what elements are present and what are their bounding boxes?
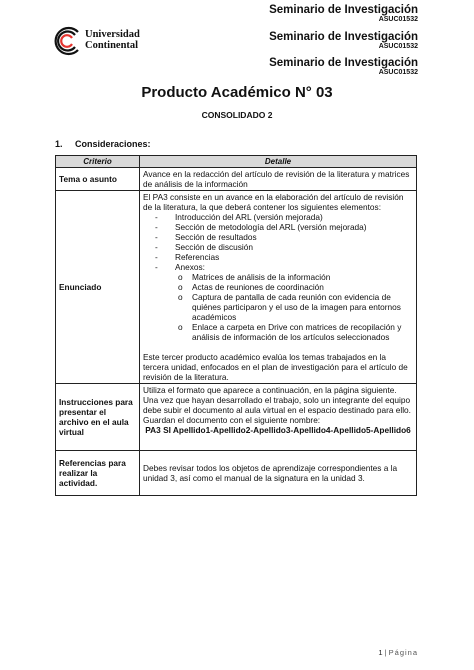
page-number: 1	[378, 648, 383, 657]
instruction-paragraph: Utiliza el formato que aparece a continuación, en la página siguiente.	[143, 385, 397, 395]
table-row-enunciado	[56, 191, 417, 384]
course-title: Seminario de Investigación	[269, 4, 418, 16]
table-row-instrucciones	[56, 384, 417, 451]
enunciado-intro: El PA3 consiste en un avance en la elaboración del artículo de revisión de la literatura, la que deberá contener los siguientes elementos:	[143, 192, 404, 212]
page-label: Página	[388, 648, 418, 657]
document-subtitle: CONSOLIDADO 2	[201, 110, 273, 120]
section-heading	[55, 139, 151, 149]
list-item: - Anexos:	[155, 262, 205, 272]
detalle-cell	[140, 191, 417, 384]
list-item: - Referencias	[155, 252, 220, 262]
continental-c-icon	[52, 26, 82, 56]
column-header-detalle: Detalle	[140, 156, 417, 168]
table-header-row	[56, 156, 417, 168]
list-item: - Sección de metodología del ARL (versión mejorada)	[155, 222, 367, 232]
course-code: ASUC01532	[378, 16, 418, 23]
sub-list-item: o Captura de pantalla de cada reunión con evidencia de quiénes participaron y el uso de la imagen para entornos académicos	[178, 292, 401, 322]
criterio-cell: Instrucciones para presentar el archivo en el aula virtual	[56, 384, 140, 451]
university-logo	[52, 26, 162, 56]
page-footer	[378, 648, 418, 657]
course-title: Seminario de Investigación	[269, 31, 418, 43]
header-course-3	[269, 57, 418, 77]
sub-list-item: o Matrices de análisis de la información	[178, 272, 331, 282]
criterio-cell: Referencias para realizar la actividad.	[56, 451, 140, 496]
table-row-referencias	[56, 451, 417, 496]
header-course-2	[269, 31, 418, 51]
detalle-cell: Debes revisar todos los objetos de aprendizaje correspondientes a la unidad 3, así como el manual de la signatura en la unidad 3.	[140, 451, 417, 496]
sub-list-item: o Actas de reuniones de coordinación	[178, 282, 324, 292]
table-row-tema	[56, 168, 417, 191]
column-header-criterio: Criterio	[56, 156, 140, 168]
instruction-paragraph: Guardan el documento con el siguiente nombre:	[143, 415, 321, 425]
criterio-cell: Enunciado	[56, 191, 140, 384]
course-code: ASUC01532	[378, 69, 418, 76]
considerations-table	[55, 155, 417, 496]
criterio-cell: Tema o asunto	[56, 168, 140, 191]
file-name-format: PA3 SI Apellido1-Apellido2-Apellido3-Apellido4-Apellido5-Apellido6	[145, 425, 411, 435]
logo-wordmark: Universidad Continental	[85, 29, 140, 51]
document-title: Producto Académico N° 03	[141, 84, 333, 101]
list-item: - Introducción del ARL (versión mejorada)	[155, 212, 323, 222]
enunciado-closing: Este tercer producto académico evalúa los temas trabajados en la tercera unidad, enfocados en el plan de investigación para el artículo de revisión de la literatura.	[143, 352, 408, 382]
footer-separator: |	[384, 648, 387, 657]
list-item: - Sección de discusión	[155, 242, 253, 252]
detalle-cell	[140, 384, 417, 451]
section-number: 1.	[55, 139, 63, 149]
header-course-1	[269, 4, 418, 24]
course-code: ASUC01532	[378, 43, 418, 50]
course-title: Seminario de Investigación	[269, 57, 418, 69]
instruction-paragraph: Una vez que hayan desarrollado el trabajo, solo un integrante del equipo debe subir el documento al aula virtual en el espacio destinado para ello.	[143, 395, 411, 415]
section-title: Consideraciones:	[75, 139, 151, 149]
sub-list-item: o Enlace a carpeta en Drive con matrices de recopilación y análisis de información de los artículos seleccionados	[178, 322, 402, 342]
list-item: - Sección de resultados	[155, 232, 257, 242]
detalle-cell: Avance en la redacción del artículo de revisión de la literatura y matrices de análisis de la información	[140, 168, 417, 191]
